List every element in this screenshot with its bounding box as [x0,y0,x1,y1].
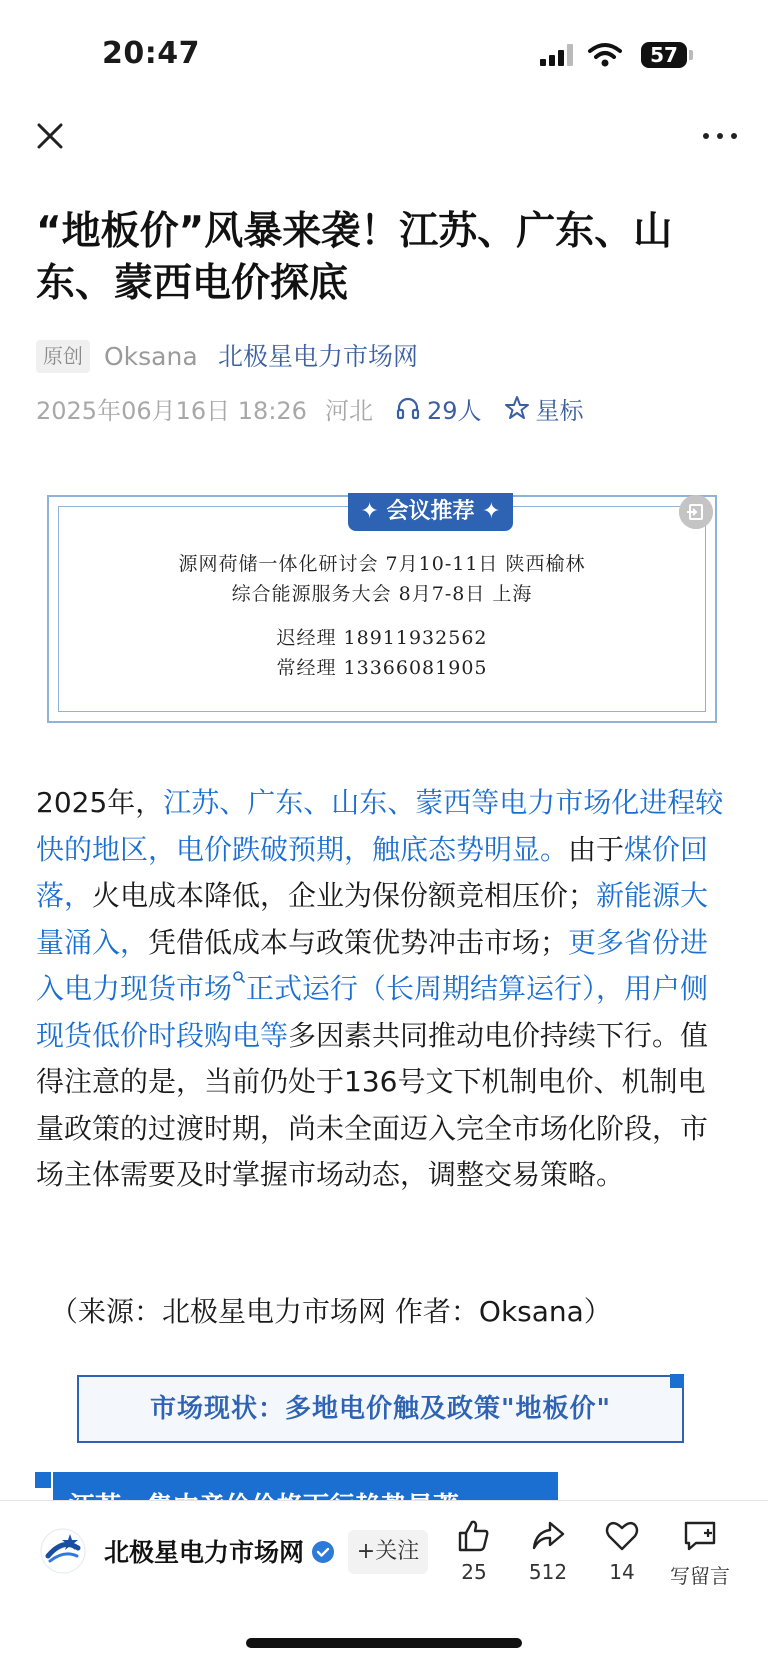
conference-tag: ✦ 会议推荐 ✦ [348,493,513,531]
conference-tag-label: 会议推荐 [386,499,475,524]
share-button[interactable] [510,1518,586,1584]
conference-contact-1: 迟经理 18911932562 [276,627,488,649]
like-icon [456,1518,492,1554]
article-title: “地板价”风暴来袭！江苏、广东、山东、蒙西电价探底 [36,209,673,306]
original-badge: 原创 [36,340,90,373]
text-segment: 火电成本降低，企业为保份额竞相压价； [92,879,597,912]
conference-contact-2: 常经理 13366081905 [276,657,488,679]
status-time: 20:47 [102,36,200,71]
exit-icon[interactable] [679,495,713,529]
like-count: 25 [461,1560,487,1584]
publish-location: 河北 [324,396,373,425]
comment-icon [682,1518,718,1554]
article-meta [36,390,584,426]
highlight-text: 煤价回落， [36,832,709,912]
search-icon[interactable] [232,970,246,984]
text-segment: 2025年， [36,786,164,819]
author-name: Oksana [104,342,198,371]
highlight-text: 江苏、广东、山东、蒙西等电力市场化进程较快的地区，电价跌破预期，触底态势明显。 [36,786,724,866]
bottom-account-name[interactable]: 北极星电力市场网 [104,1538,305,1567]
home-indicator[interactable] [246,1638,522,1648]
highlight-text: 正式运行（长周期结算运行），用户侧现货低价时段购电等 [36,972,709,1052]
highlight-text: 新能源大量涌入， [36,879,709,959]
wifi-icon [588,42,622,68]
star-label[interactable]: 星标 [535,396,584,425]
star-icon[interactable] [504,395,530,421]
article-paragraph [36,780,732,1199]
close-icon[interactable] [32,118,68,154]
conference-line-2: 综合能源服务大会 8月7-8日 上海 [231,583,533,605]
publish-date: 2025年06月16日 18:26 [36,396,307,425]
like-button[interactable] [436,1518,512,1584]
favorite-count: 14 [609,1560,635,1584]
share-count: 512 [528,1560,568,1584]
follow-button[interactable]: +关注 [348,1530,428,1574]
text-segment: 凭借低成本与政策优势冲击市场； [148,925,569,959]
account-link[interactable]: 北极星电力市场网 [218,342,419,371]
conference-line-1: 源网荷储一体化研讨会 7月10-11日 陕西榆林 [178,553,586,575]
headphones-icon[interactable] [395,395,421,421]
battery-nub [689,50,693,60]
account-avatar[interactable] [40,1528,86,1574]
cellular-signal-icon [540,44,574,66]
text-segment: 多因素共同推动电价持续下行。值得注意的是，当前仍处于136号文下机制电价、机制电量政策的过渡时期，尚未全面迈入完全市场化阶段，市场主体需要及时掌握市场动态，调整交易策略。 [36,1018,709,1191]
heading-corner-decoration [670,1374,684,1388]
section-heading-market-text: 市场现状：多地电价触及政策"地板价" [149,1394,612,1424]
heading-corner-decoration [35,1472,51,1488]
favorite-button[interactable] [584,1518,660,1584]
share-icon [530,1518,566,1554]
battery-icon: 57 [641,42,687,68]
comment-label: 写留言 [670,1564,730,1588]
conference-banner[interactable] [47,495,717,723]
listener-count[interactable]: 29人 [426,396,482,425]
verified-icon [311,1540,335,1564]
search-term-link[interactable]: 更多省份进入电力现货市场 [36,925,709,1005]
text-segment: 由于 [568,832,625,866]
section-heading-market [77,1375,684,1443]
more-icon[interactable] [700,124,740,148]
conference-inner-border [58,506,706,712]
heart-icon [604,1518,640,1554]
comment-button[interactable] [658,1518,742,1589]
article-source: （来源：北极星电力市场网 作者：Oksana） [50,1295,612,1328]
